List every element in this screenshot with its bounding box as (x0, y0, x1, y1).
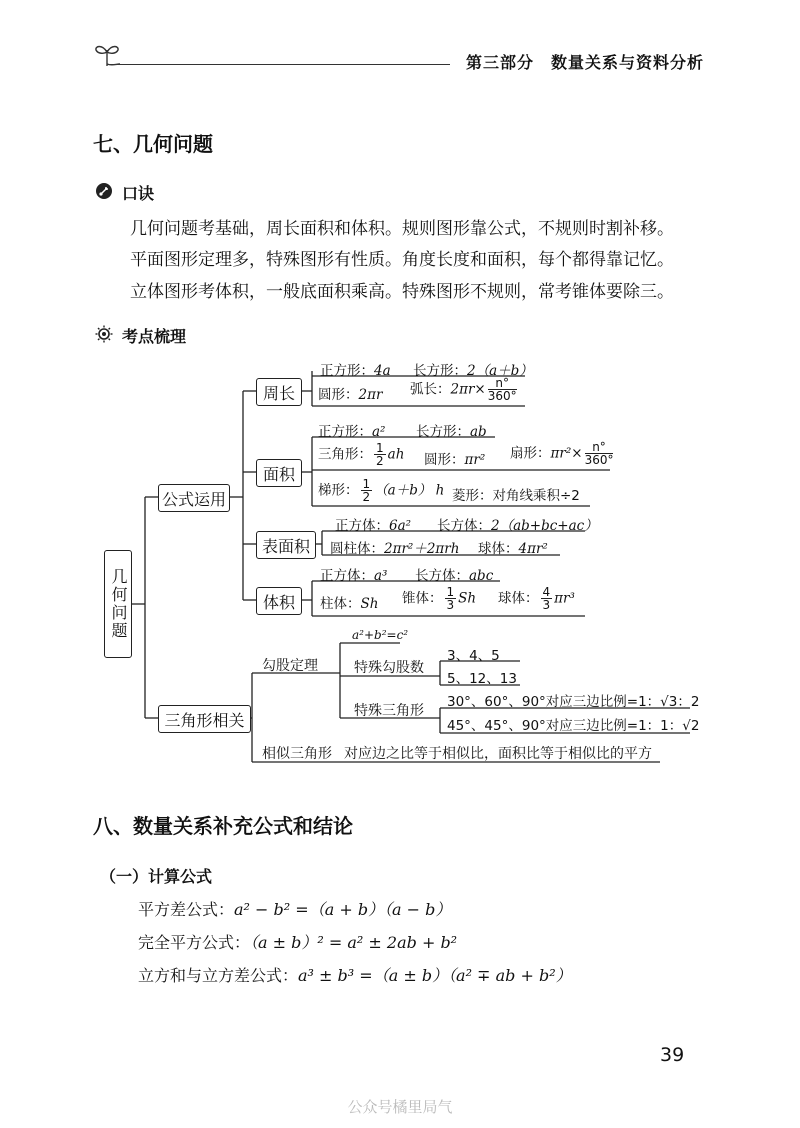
volume-cylinder: 柱体：Sh (320, 596, 379, 612)
area-rhombus: 菱形：对角线乘积÷2 (452, 488, 580, 504)
triangle-45-45-90: 45°、45°、90°对应三边比例=1：1：√2 (447, 718, 700, 734)
perimeter-arc: 弧长：2πr× $\frac{n^\circ}{360^\circ}$ (410, 376, 517, 403)
box-area (256, 459, 302, 487)
surface-cuboid: 长方体：2（ab+bc+ac） (437, 518, 598, 534)
surface-area-label: 表面积 (261, 536, 310, 556)
perimeter-label: 周长 (262, 383, 295, 403)
triangle-related-label: 三角形相关 (164, 710, 245, 730)
box-volume (256, 587, 302, 615)
pythagorean-formula: a²+b²=c² (352, 628, 409, 642)
area-sector: 扇形：πr²× $\frac{n^\circ}{360^\circ}$ (510, 440, 614, 467)
special-pythagorean-triples: 特殊勾股数 (354, 660, 424, 676)
area-triangle: 三角形： $\frac{1}{2}$ ah (318, 441, 405, 468)
formula-difference-of-squares: 平方差公式：a² − b² =（a + b）（a − b） (138, 900, 452, 919)
surface-cube: 正方体：6a² (335, 518, 412, 534)
section-title-geometry: 七、几何问题 (93, 132, 213, 156)
similar-triangles: 相似三角形 (262, 746, 332, 762)
mnemonic-heading: 口诀 (122, 184, 155, 203)
review-heading: 考点梳理 (122, 327, 187, 346)
area-label: 面积 (262, 464, 295, 484)
surface-sphere: 球体：4πr² (478, 541, 548, 557)
pythagorean-theorem: 勾股定理 (262, 658, 318, 674)
root-box-geometry (104, 550, 132, 658)
mnemonic-line-3: 立体图形考体积，一般底面积乘高。特殊图形不规则，常考锥体要除三。 (130, 282, 674, 302)
triple-5-12-13: 5、12、13 (447, 671, 517, 687)
root-label: 几何问题 (109, 568, 128, 640)
perimeter-square: 正方形：4a (320, 363, 391, 379)
page-number: 39 (660, 1044, 685, 1066)
box-surface-area (256, 531, 316, 559)
area-square: 正方形：a² (318, 424, 386, 440)
volume-cuboid: 长方体：abc (415, 568, 494, 584)
formula-sum-difference-of-cubes: 立方和与立方差公式：a³ ± b³ =（a ± b）（a² ∓ ab + b²） (138, 966, 572, 985)
box-formula-application (158, 484, 230, 512)
formula-perfect-square: 完全平方公式：（a ± b）² = a² ± 2ab + b² (138, 933, 458, 952)
triangle-30-60-90: 30°、60°、90°对应三边比例=1：√3：2 (447, 694, 700, 710)
perimeter-rectangle: 长方形：2（a＋b） (413, 363, 533, 379)
volume-sphere: 球体： $\frac{4}{3}$ πr³ (498, 585, 575, 612)
surface-cylinder: 圆柱体：2πr²＋2πrh (330, 541, 460, 557)
volume-label: 体积 (262, 592, 295, 612)
volume-cube: 正方体：a³ (320, 568, 388, 584)
formula-application-label: 公式运用 (161, 489, 226, 509)
box-triangle-related (158, 705, 251, 733)
area-rectangle: 长方形：ab (416, 424, 487, 440)
mnemonic-line-1: 几何问题考基础，周长面积和体积。规则图形靠公式，不规则时割补移。 (130, 219, 674, 239)
perimeter-circle: 圆形：2πr (318, 387, 383, 403)
mnemonic-line-2: 平面图形定理多，特殊图形有性质。角度长度和面积，每个都得靠记忆。 (130, 250, 674, 270)
area-circle: 圆形：πr² (424, 452, 486, 468)
box-perimeter (256, 378, 302, 406)
area-trapezoid: 梯形： $\frac{1}{2}$ （a＋b） h (318, 477, 445, 504)
header-title: 第三部分 数量关系与资料分析 (466, 53, 705, 72)
subsection-calc-formulas: （一）计算公式 (100, 867, 213, 886)
similar-triangles-description: 对应边之比等于相似比，面积比等于相似比的平方 (344, 746, 652, 762)
volume-cone: 锥体： $\frac{1}{3}$ Sh (402, 585, 477, 612)
special-triangles: 特殊三角形 (354, 703, 424, 719)
footer-watermark: 公众号橘里局气 (347, 1098, 453, 1116)
section-title-formulas: 八、数量关系补充公式和结论 (93, 814, 353, 838)
triple-3-4-5: 3、4、5 (447, 648, 500, 664)
